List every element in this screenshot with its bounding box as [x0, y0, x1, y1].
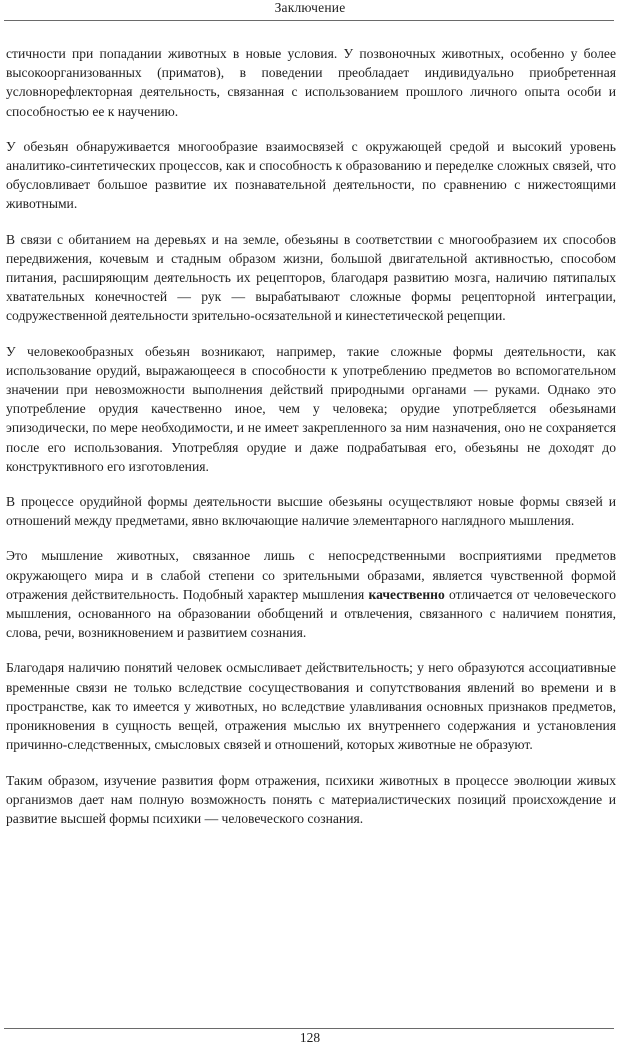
- paragraph-4: У человекообразных обезьян возникают, например, такие сложные формы деятельности, как использование орудий, выражающееся в способности к употреблению предметов во вспомогательном значении при невозможности выполнения действий природными органами — руками. Однако это употребление орудия качественно иное, чем у человека; орудие употребляется обезьянами эпизодически, по мере необходимости, и не имеет закрепленного за ним назначения, оно не сохраняется после его использования. Употребляя орудие и даже подрабатывая его, обезьяны не доходят до конструктивного его изготовления.: [6, 343, 616, 474]
- paragraph-2: У обезьян обнаруживается многообразие взаимосвязей с окружающей средой и высокий уровень аналитико-синтетических процессов, как и способность к образованию и переделке сложных связей, что обусловливает большое развитие их познавательной деятельности, по сравнению с нижестоящими животными.: [6, 138, 616, 212]
- paragraph-6-part-1: Это мышление животных, связанное лишь с непосредственными восприятиями предметов окружающего мира и в слабой степени со зрительными образами, является чувственной формой отражения действительность. Подобный характер мышления: [6, 548, 616, 602]
- page-number: 128: [299, 1030, 321, 1045]
- paragraph-7: Благодаря наличию понятий человек осмысливает действительность; у него образуются ассоциативные временные связи не только вследствие сосуществования и сопутствования явлений во времени и в пространстве, как то имеется у животных, но вследствие улавливания основных признаков предметов, проникновения в сущность вещей, отражения мыслью их внутреннего содержания и установления причинно-следственных, смысловых связей и отношений, которых животные не образуют.: [6, 660, 616, 753]
- emphasis-word: качественно: [368, 586, 445, 602]
- footer-rule: [4, 1028, 614, 1029]
- paragraph-5: В процессе орудийной формы деятельности высшие обезьяны осуществляют новые формы связей и отношений между предметами, явно включающие наличие элементарного наглядного мышления.: [6, 494, 616, 529]
- paragraph-6-part-2: отличается от человеческого мышления, основанного на образовании обобщений и отвлечения, связанного с наличием понятия, слова, речи, возникновением и развитием сознания.: [6, 586, 616, 641]
- paragraph-6: [6, 546, 616, 642]
- paragraph-1: стичности при попадании животных в новые условия. У позвоночных животных, особенно у более высокоорганизованных (приматов), в поведении преобладает индивидуально приобретенная условнорефлекторная деятельность, связанная с использованием прошлого личного опыта особи и способностью ее к научению.: [6, 46, 616, 119]
- header-rule: [4, 20, 614, 21]
- running-head-title: Заключение: [274, 0, 346, 15]
- main-text: [6, 44, 616, 844]
- paragraph-3: В связи с обитанием на деревьях и на земле, обезьяны в соответствии с многообразием их способов передвижения, кочевым и стадным образом жизни, большой двигательной активностью, способом питания, расширяющим деятельность их рецепторов, благодаря развитию мозга, наличию пятипалых хватательных конечностей — рук — вырабатывают сложные формы рецепторной интеграции, содружественной деятельности зрительно-осязательной и кинестетической рецепции.: [6, 231, 616, 324]
- paragraph-8: Таким образом, изучение развития форм отражения, психики животных в процессе эволюции живых организмов дает нам полную возможность понять с материалистических позиций происхождение и развитие высшей формы психики — человеческого сознания.: [6, 772, 616, 826]
